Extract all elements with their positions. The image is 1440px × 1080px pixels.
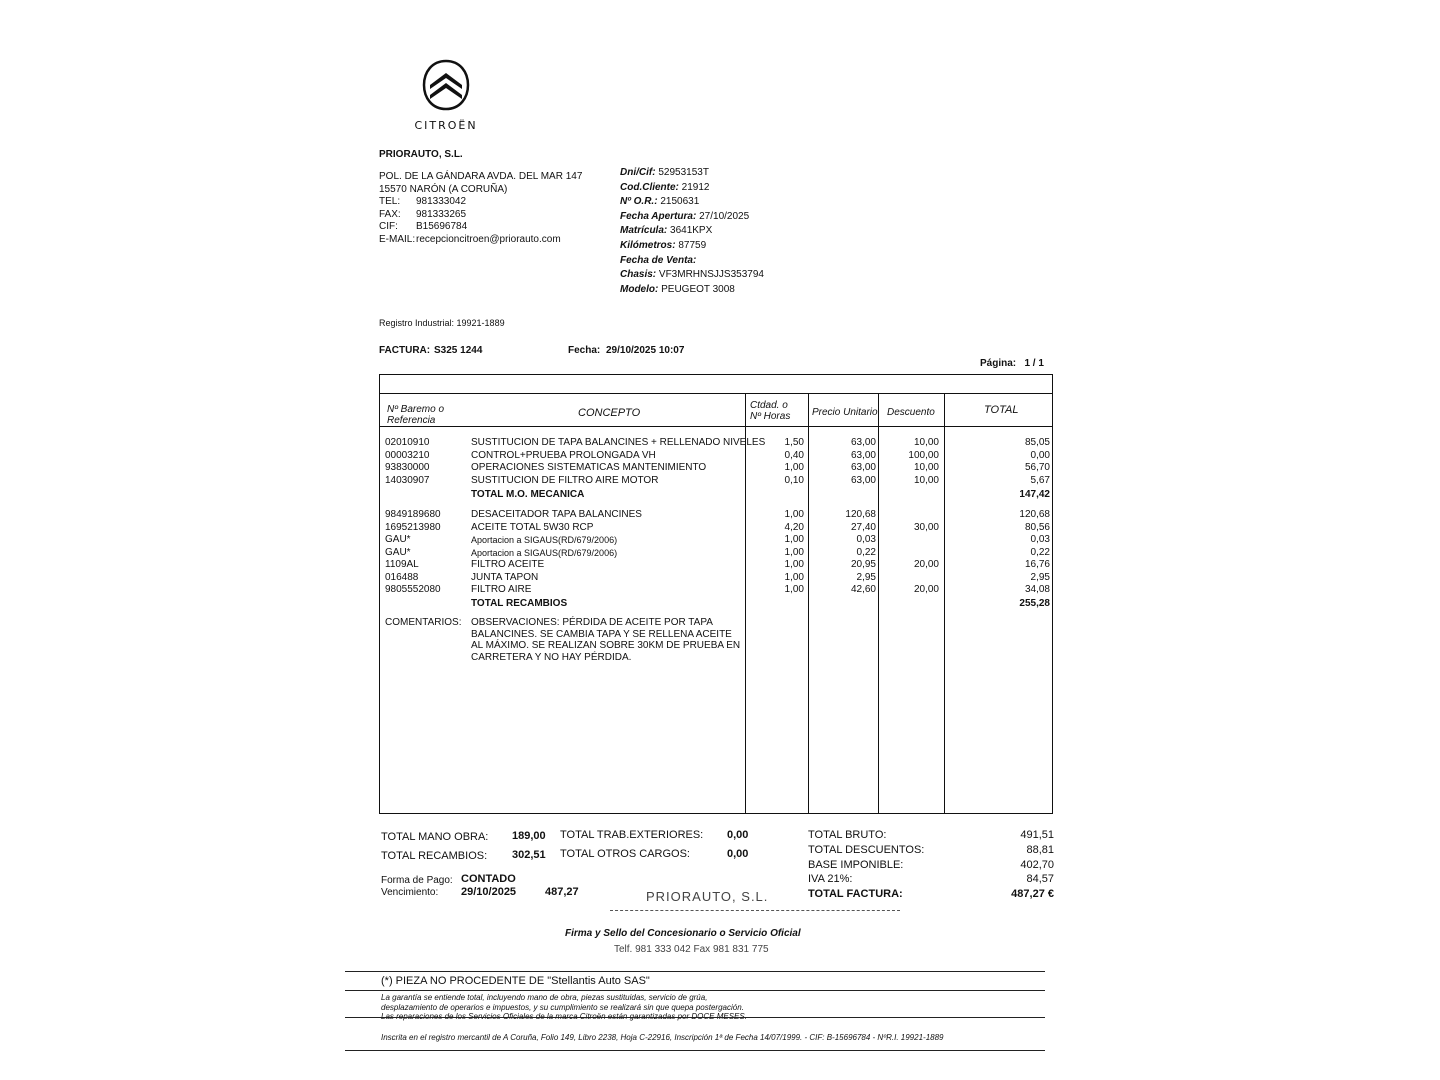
cell-ref: 9805552080 (385, 584, 441, 595)
cell-concepto: DESACEITADOR TAPA BALANCINES (471, 509, 642, 520)
cell-concepto: CONTROL+PRUEBA PROLONGADA VH (471, 449, 656, 461)
table-row (380, 522, 1054, 535)
or-label: Nº O.R.: (620, 196, 658, 208)
registro-industrial: Registro Industrial: 19921-1889 (379, 318, 505, 328)
cell-concepto: TOTAL M.O. MECANICA (471, 489, 585, 500)
footer-divider-2 (345, 990, 1045, 991)
cell-ref: GAU* (385, 534, 411, 545)
header-qty-line2: Nº Horas (750, 411, 791, 422)
cell-concepto: SUSTITUCION DE FILTRO AIRE MOTOR (471, 474, 659, 486)
cell-concepto: SUSTITUCION DE TAPA BALANCINES + RELLENADO NIVELES (471, 437, 766, 448)
cell-precio: 42,60 (850, 584, 876, 595)
factura-number: S325 1244 (434, 345, 483, 356)
venta-label: Fecha de Venta: (620, 254, 697, 266)
subtotal-row (380, 598, 1054, 611)
otros-value: 0,00 (727, 848, 749, 860)
table-row (380, 534, 1054, 547)
cell-precio: 63,00 (850, 474, 876, 486)
cell-precio: 27,40 (850, 521, 876, 533)
recambios-value: 302,51 (512, 849, 546, 861)
cell-concepto: Aportacion a SIGAUS(RD/679/2006) (471, 535, 618, 545)
fecha-label: Fecha: (568, 345, 601, 356)
cliente-value: 21912 (681, 181, 710, 193)
base-value: 402,70 (1020, 858, 1054, 871)
stamp-phone: Telf. 981 333 042 Fax 981 831 775 (614, 944, 769, 955)
pagina (980, 358, 1044, 369)
venc-label: Vencimiento: (381, 887, 439, 898)
cell-total: 0,00 (1030, 449, 1050, 461)
apertura-label: Fecha Apertura: (620, 210, 697, 222)
cell-concepto: FILTRO ACEITE (471, 559, 545, 570)
cif-label: CIF: (379, 221, 398, 232)
desc-label: TOTAL DESCUENTOS: (808, 843, 925, 856)
brand-name: CITROËN (414, 119, 478, 132)
matricula-label: Matrícula: (620, 225, 668, 237)
mano-obra-value: 189,00 (512, 830, 546, 842)
fax-label: FAX: (379, 208, 401, 220)
table-row (380, 475, 1054, 488)
pago-label: Forma de Pago: (381, 875, 453, 886)
cell-concepto: FILTRO AIRE (471, 584, 532, 595)
header-ref-line2: Referencia (387, 415, 436, 426)
or-value: 2150631 (660, 196, 700, 208)
pago-value: CONTADO (461, 873, 516, 885)
cell-descuento: 10,00 (913, 437, 939, 448)
cell-qty: 0,10 (784, 474, 804, 486)
cell-precio: 63,00 (850, 449, 876, 461)
cell-concepto: TOTAL RECAMBIOS (471, 598, 568, 609)
cell-qty: 0,40 (784, 449, 804, 461)
table-row (380, 559, 1054, 572)
cell-precio: 20,95 (850, 559, 876, 570)
cell-ref: 14030907 (385, 474, 430, 486)
garantia-line-3: Las reparaciones de los Servicios Oficiales de la marca Citroën están garantizadas por DOCE MESES. (381, 1012, 747, 1021)
venc-date: 29/10/2025 (461, 886, 517, 898)
garantia-line-1: La garantía se entiende total, incluyendo mano de obra, piezas sustituidas, servicio de grúa, (381, 993, 708, 1002)
subtotal-row (380, 489, 1054, 502)
pagina-value: 1 / 1 (1024, 358, 1044, 369)
fax-value: 981333265 (416, 208, 467, 220)
firma-label: Firma y Sello del Concesionario o Servicio Oficial (565, 928, 801, 939)
cell-qty: 1,00 (784, 584, 804, 595)
recambios-label: TOTAL RECAMBIOS: (381, 850, 488, 862)
bruto-value: 491,51 (1020, 829, 1054, 841)
cell-ref: 93830000 (385, 462, 430, 473)
cell-concepto: Aportacion a SIGAUS(RD/679/2006) (471, 547, 618, 558)
desc-value: 88,81 (1026, 843, 1054, 856)
factura-label: FACTURA: (379, 345, 431, 356)
header-concepto: CONCEPTO (578, 407, 641, 419)
email-label: E-MAIL: (379, 233, 416, 245)
table-row (380, 584, 1054, 597)
cell-total: 56,70 (1024, 462, 1050, 473)
chasis-label: Chasis: (620, 269, 657, 281)
modelo-value: PEUGEOT 3008 (661, 283, 735, 295)
address-line-1: POL. DE LA GÁNDARA AVDA. DEL MAR 147 (379, 171, 583, 182)
address-line-2: 15570 NARÓN (A CORUÑA) (379, 183, 508, 195)
iva-label: IVA 21%: (808, 873, 853, 886)
cif-value: B15696784 (416, 221, 468, 232)
header-ref-line1: Nº Baremo o (387, 404, 445, 415)
header-descuento: Descuento (887, 407, 935, 418)
cell-qty: 1,00 (784, 534, 804, 545)
cell-concepto: JUNTA TAPON (471, 571, 539, 583)
cell-total: 0,22 (1030, 546, 1050, 558)
cell-qty: 1,00 (784, 559, 804, 570)
registro-mercantil: Inscrita en el registro mercantil de A Coruña, Folio 149, Libro 2238, Hoja C-22916, Inscripción 1ª de Fecha 14/07/1999. - CIF: B-15696784 - NºR.I. 19921-1889 (381, 1033, 944, 1042)
stamp-company: PRIORAUTO, S.L. (646, 889, 769, 904)
cell-ref: GAU* (385, 546, 411, 558)
table-row (380, 547, 1054, 560)
cell-total: 5,67 (1030, 474, 1050, 486)
cell-descuento: 20,00 (913, 584, 939, 595)
cell-total: 147,42 (1019, 489, 1050, 500)
cell-descuento: 20,00 (913, 559, 939, 570)
cell-qty: 1,00 (784, 509, 804, 520)
header-qty-line1: Ctdad. o (750, 400, 788, 411)
cell-descuento: 30,00 (913, 521, 939, 533)
cell-precio: 63,00 (850, 462, 876, 473)
cell-ref: 1109AL (385, 559, 419, 570)
bruto-label: TOTAL BRUTO: (808, 829, 887, 841)
table-row (380, 572, 1054, 585)
cell-total: 255,28 (1019, 598, 1050, 609)
cell-total: 120,68 (1019, 509, 1050, 520)
cell-qty: 1,00 (784, 462, 804, 473)
pieza-note: (*) PIEZA NO PROCEDENTE DE "Stellantis Auto SAS" (381, 975, 650, 987)
tel-label: TEL: (379, 196, 401, 207)
header-total: TOTAL (984, 404, 1019, 416)
cell-descuento: 10,00 (913, 474, 939, 486)
modelo-label: Modelo: (620, 283, 659, 295)
km-value: 87759 (678, 239, 707, 251)
cell-descuento: 100,00 (908, 449, 939, 461)
cell-ref: 1695213980 (385, 521, 441, 533)
mano-obra-label: TOTAL MANO OBRA: (381, 831, 489, 843)
iva-value: 84,57 (1026, 873, 1054, 886)
cell-qty: 1,50 (784, 437, 804, 448)
header-ref (387, 404, 444, 426)
otros-label: TOTAL OTROS CARGOS: (560, 848, 690, 860)
garantia-line-2: desplazamiento de operarios e impuestos, y su cumplimiento se realizará sin que quepa postergación. (381, 1002, 744, 1012)
cell-precio: 0,22 (856, 546, 876, 558)
header-qty (750, 400, 790, 422)
cell-precio: 120,68 (845, 509, 876, 520)
cell-total: 16,76 (1024, 559, 1050, 570)
venc-amount: 487,27 (545, 886, 579, 898)
footer-divider-3 (345, 1017, 1045, 1018)
matricula-value: 3641KPX (670, 225, 713, 237)
citroen-chevrons-icon (422, 58, 470, 112)
dni-label: Dni/Cif: (620, 167, 656, 178)
cell-concepto: ACEITE TOTAL 5W30 RCP (471, 521, 594, 533)
comentarios-label: COMENTARIOS: (385, 617, 462, 628)
cell-descuento: 10,00 (913, 462, 939, 473)
header-precio: Precio Unitario (812, 407, 878, 418)
trab-ext-label: TOTAL TRAB.EXTERIORES: (560, 829, 704, 841)
cell-qty: 4,20 (784, 521, 804, 533)
trab-ext-value: 0,00 (727, 829, 749, 841)
cell-precio: 2,95 (856, 571, 876, 583)
pagina-label: Página: (980, 358, 1017, 369)
cell-qty: 1,00 (784, 571, 804, 583)
vehicle-info (620, 166, 764, 297)
cell-total: 34,08 (1024, 584, 1050, 595)
tel-value: 981333042 (416, 196, 467, 207)
chasis-value: VF3MRHNSJJS353794 (658, 269, 764, 281)
fecha-value: 29/10/2025 10:07 (606, 345, 685, 356)
table-row (380, 509, 1054, 522)
cell-total: 80,56 (1024, 521, 1050, 533)
citroen-logo (406, 58, 486, 132)
table-row (380, 450, 1054, 463)
email-value: recepcioncitroen@priorauto.com (416, 233, 561, 245)
cell-concepto: OPERACIONES SISTEMATICAS MANTENIMIENTO (471, 462, 707, 473)
total-factura-value: 487,27 € (1011, 888, 1054, 901)
table-row (380, 437, 1054, 450)
footer-divider-4 (345, 1050, 1045, 1051)
totals-summary (808, 828, 1054, 902)
table-row (380, 462, 1054, 475)
total-factura-label: TOTAL FACTURA: (808, 888, 903, 901)
cell-qty: 1,00 (784, 546, 804, 558)
stamp-divider (610, 910, 900, 911)
cell-total: 85,05 (1024, 437, 1050, 448)
base-label: BASE IMPONIBLE: (808, 858, 904, 871)
cell-total: 2,95 (1030, 571, 1050, 583)
cell-ref: 02010910 (385, 437, 430, 448)
apertura-value: 27/10/2025 (699, 210, 750, 222)
cell-precio: 63,00 (850, 437, 876, 448)
cliente-label: Cod.Cliente: (620, 181, 679, 193)
cell-ref: 016488 (385, 571, 419, 583)
invoice-lines-table (379, 374, 1053, 814)
cell-precio: 0,03 (856, 534, 876, 545)
company-address (379, 171, 582, 246)
company-name: PRIORAUTO, S.L. (379, 149, 463, 160)
cell-total: 0,03 (1030, 534, 1050, 545)
km-label: Kilómetros: (620, 239, 676, 251)
cell-ref: 00003210 (385, 449, 430, 461)
comentarios-text: OBSERVACIONES: PÉRDIDA DE ACEITE POR TAPA BALANCINES. SE CAMBIA TAPA Y SE RELLENA ACEITE AL MÁXIMO. SE REALIZAN SOBRE 30KM DE PRUEBA EN CARRETERA Y NO HAY PÉRDIDA. (471, 617, 741, 663)
dni-value: 52953153T (658, 167, 709, 178)
cell-ref: 9849189680 (385, 509, 441, 520)
footer-divider-1 (345, 971, 1045, 972)
